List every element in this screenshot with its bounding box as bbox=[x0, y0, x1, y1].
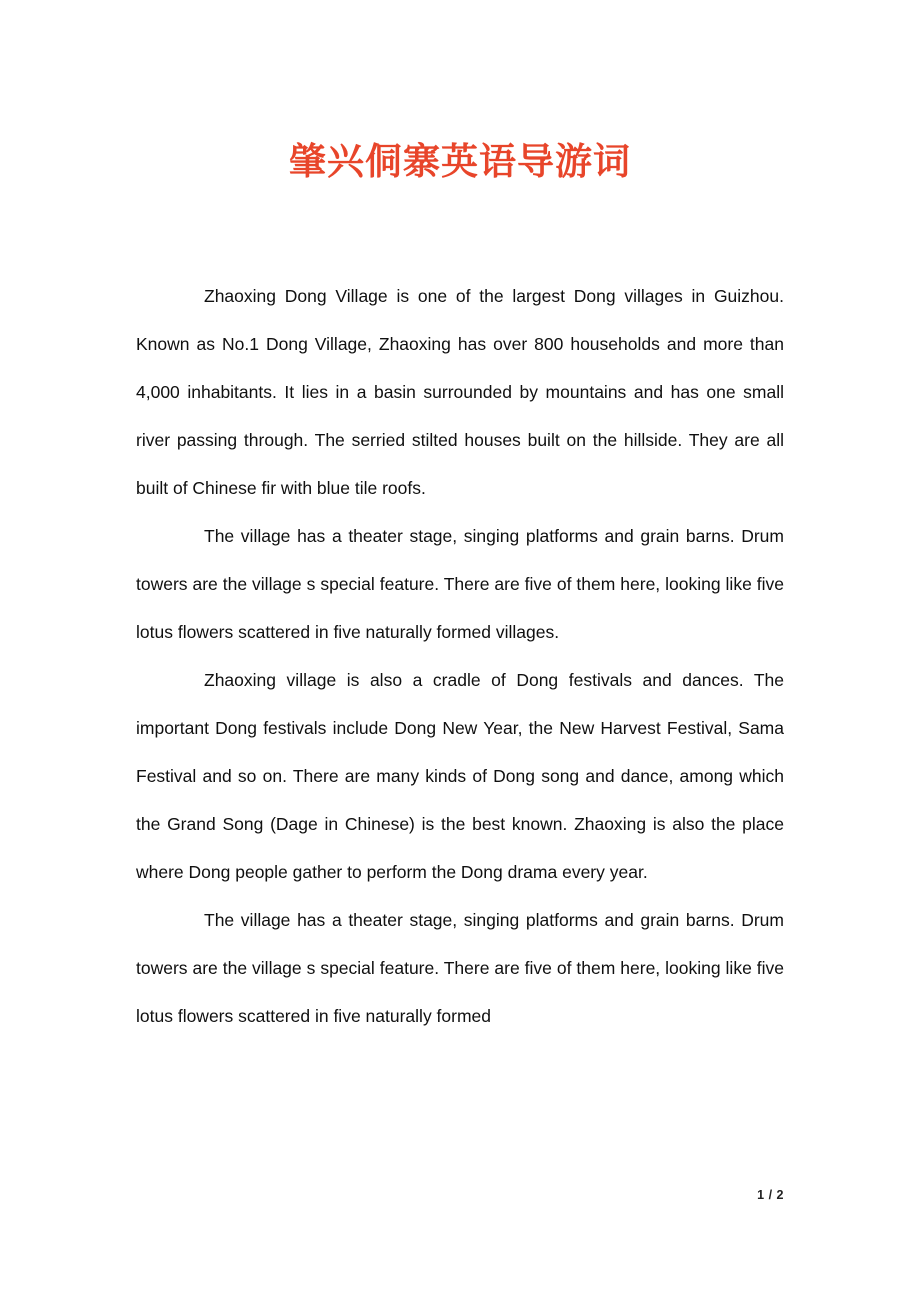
document-body bbox=[136, 272, 784, 1040]
paragraph: Zhaoxing Dong Village is one of the largest Dong villages in Guizhou. Known as No.1 Dong Village, Zhaoxing has over 800 households and more than 4,000 inhabitants. It lies in a basin surrounded by mountains and has one small river passing through. The serried stilted houses built on the hillside. They are all built of Chinese fir with blue tile roofs. bbox=[136, 286, 784, 498]
page-number: 1 / 2 bbox=[757, 1188, 784, 1202]
paragraph: The village has a theater stage, singing platforms and grain barns. Drum towers are the village s special feature. There are five of them here, looking like five lotus flowers scattered in five naturally formed bbox=[136, 910, 784, 1026]
page-title: 肇兴侗寨英语导游词 bbox=[289, 140, 631, 183]
paragraph: The village has a theater stage, singing platforms and grain barns. Drum towers are the village s special feature. There are five of them here, looking like five lotus flowers scattered in five naturally formed villages. bbox=[136, 526, 784, 642]
paragraph: Zhaoxing village is also a cradle of Dong festivals and dances. The important Dong festivals include Dong New Year, the New Harvest Festival, Sama Festival and so on. There are many kinds of Dong song and dance, among which the Grand Song (Dage in Chinese) is the best known. Zhaoxing is also the place where Dong people gather to perform the Dong drama every year. bbox=[136, 670, 784, 882]
